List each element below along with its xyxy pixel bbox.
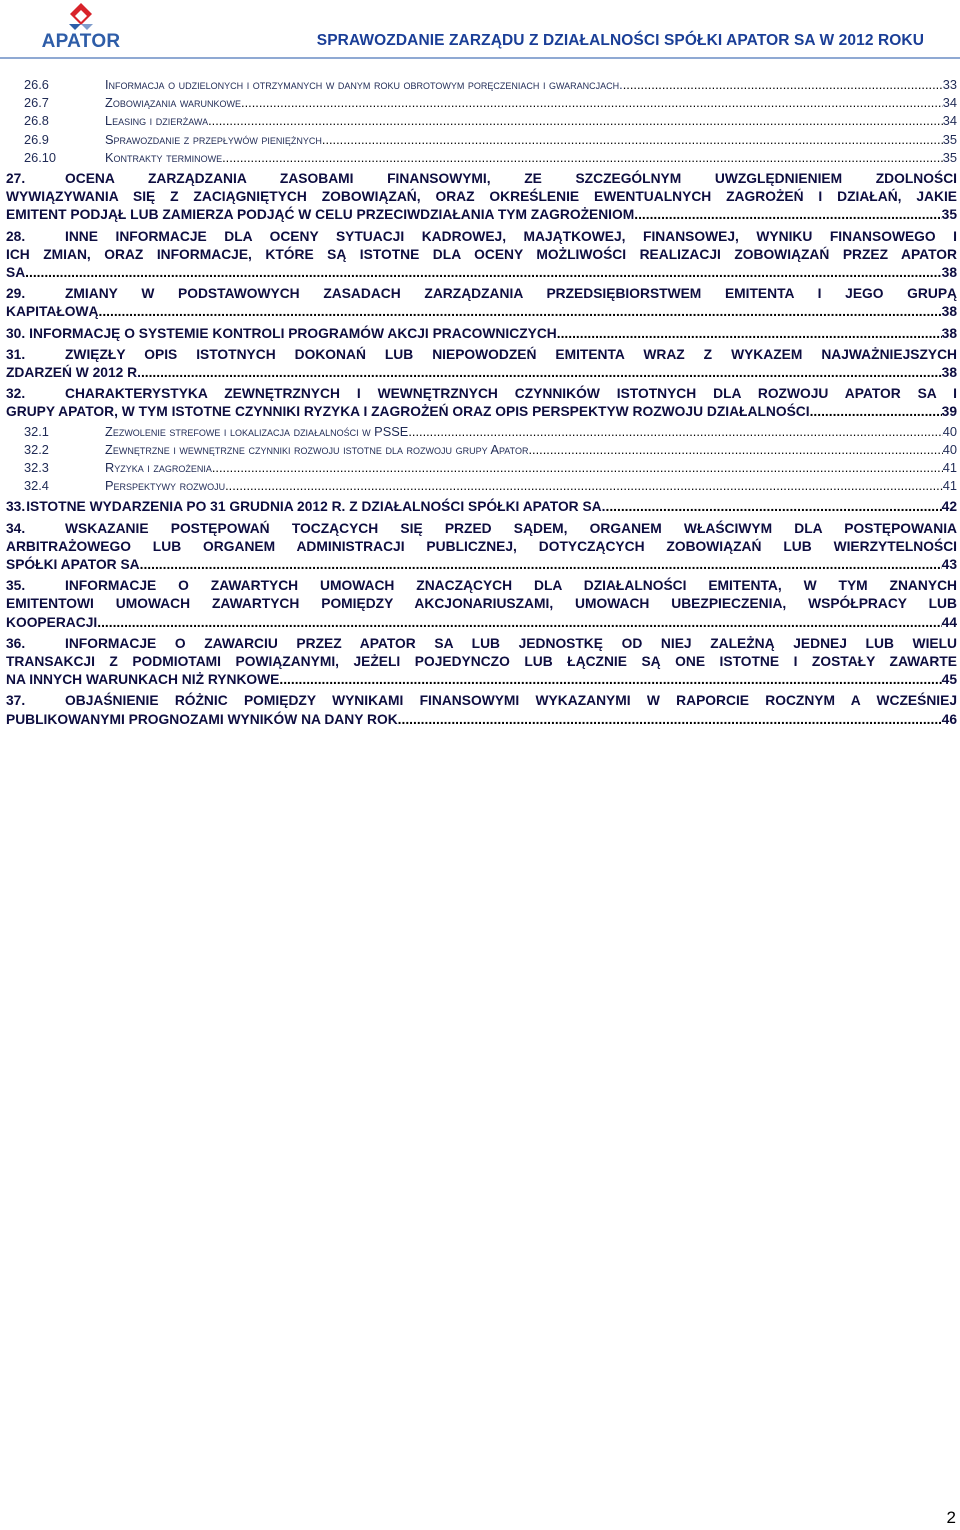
dot-leader xyxy=(557,325,942,343)
toc-entry-title-text: GRUPY APATOR, W TYM ISTOTNE CZYNNIKI RYZYKA I ZAGROŻEŃ ORAZ OPIS PERSPEKTYW ROZWOJU DZIAŁALNOŚCI xyxy=(6,404,810,420)
toc-entry-number: 34. xyxy=(6,520,26,536)
toc-entry-title-text: WYWIĄZYWANIA SIĘ Z ZACIĄGNIĘTYCH ZOBOWIĄZAŃ, ORAZ OKREŚLENIE EWENTUALNYCH ZAGROŻEŃ I DZIAŁAŃ, JAKIE xyxy=(6,189,957,205)
toc-entry-page: 38 xyxy=(941,304,957,320)
apator-logo xyxy=(28,2,134,54)
toc-entry-title-line xyxy=(6,538,957,556)
toc-entry-title-text: KAPITAŁOWĄ xyxy=(6,304,99,320)
toc-subentry[interactable] xyxy=(24,149,957,167)
toc-entry-number: 32.3 xyxy=(24,459,49,475)
dot-leader xyxy=(241,94,943,112)
toc-entry-number: 30. xyxy=(6,325,26,341)
toc-section-entry[interactable] xyxy=(6,498,957,516)
dot-leader xyxy=(528,441,942,459)
toc-section-entry[interactable] xyxy=(6,385,957,421)
toc-entry-page: 38 xyxy=(941,364,957,380)
toc-entry-number: 32. xyxy=(6,386,26,402)
toc-entry-number: 26.8 xyxy=(24,113,49,129)
toc-entry-page: 46 xyxy=(941,711,957,727)
toc-entry-final-line xyxy=(6,614,957,632)
dot-leader xyxy=(222,149,943,167)
toc-entry-title-text: KOOPERACJI xyxy=(6,614,98,630)
toc-entry-final-line xyxy=(6,325,957,343)
toc-entry-page: 40 xyxy=(942,441,957,457)
toc-entry-title: Zobowiązania warunkowe xyxy=(105,95,242,111)
toc-section-entry[interactable] xyxy=(6,228,957,283)
toc-entry-title: Leasing i dzierżawa xyxy=(105,113,209,129)
toc-entry-page: 38 xyxy=(941,264,957,280)
toc-entry-number: 28. xyxy=(6,228,26,244)
toc-entry-title-line xyxy=(6,653,957,671)
toc-entry-title-line xyxy=(6,346,957,364)
toc-entry-number: 35. xyxy=(6,578,26,594)
toc-entry-title-text: ZWIĘZŁY OPIS ISTOTNYCH DOKONAŃ LUB NIEPOWODZEŃ EMITENTA WRAZ Z WYKAZEM NAJWAŻNIEJSZYCH xyxy=(65,346,957,362)
page-header xyxy=(0,0,960,62)
dot-leader xyxy=(98,303,941,321)
toc-entry-title-text: OCENA ZARZĄDZANIA ZASOBAMI FINANSOWYMI, ZE SZCZEGÓLNYM UWZGLĘDNIENIEM ZDOLNOŚCI xyxy=(65,170,957,186)
toc-section-entry[interactable] xyxy=(6,692,957,728)
toc-entry-title: Perspektywy rozwoju xyxy=(105,478,226,494)
toc-entry-title: Zezwolenie strefowe i lokalizacja działalności w PSSE xyxy=(105,423,409,439)
toc-entry-page: 35 xyxy=(942,131,957,147)
toc-entry-title-text: INFORMACJĘ O SYSTEMIE KONTROLI PROGRAMÓW AKCJI PRACOWNICZYCH xyxy=(29,325,557,341)
toc-entry-page: 41 xyxy=(942,478,957,494)
toc-entry-title-text: OBJAŚNIENIE RÓŻNIC POMIĘDZY WYNIKAMI FINANSOWYMI WYKAZANYMI W RAPORCIE ROCZNYM A WCZEŚNIEJ xyxy=(65,693,957,709)
toc-entry-title: Sprawozdanie z przepływów pieniężnych xyxy=(105,131,322,147)
toc-entry-number: 32.1 xyxy=(24,423,49,439)
toc-entry-title-text: ICH ZMIAN, ORAZ INFORMACJE, KTÓRE SĄ ISTOTNE DLA OCENY MOŻLIWOŚCI REALIZACJI ZOBOWIĄZAŃ PRZEZ APATOR xyxy=(6,246,957,262)
toc-entry-title: Kontrakty terminowe xyxy=(105,149,223,165)
toc-entry-number: 31. xyxy=(6,346,26,362)
toc-entry-title: Informacja o udzielonych i otrzymanych w danym roku obrotowym poręczeniach i gwarancjach. xyxy=(105,77,623,92)
toc-section-entry[interactable] xyxy=(6,577,957,632)
toc-entry-title-text: NA INNYCH WARUNKACH NIŻ RYNKOWE xyxy=(6,672,280,688)
toc-subsection-group-26 xyxy=(6,76,957,167)
toc-section-group-27-32 xyxy=(6,170,957,422)
dot-leader xyxy=(279,671,941,689)
toc-entry-page: 35 xyxy=(942,149,957,165)
toc-entry-number: 37. xyxy=(6,693,26,709)
report-title: SPRAWOZDANIE ZARZĄDU Z DZIAŁALNOŚCI SPÓŁKI APATOR SA W 2012 ROKU xyxy=(316,32,924,49)
toc-entry-title-line xyxy=(6,385,957,403)
dot-leader xyxy=(141,364,942,382)
toc-section-group-33-37 xyxy=(6,498,957,728)
toc-entry-number: 33. xyxy=(6,499,26,515)
toc-entry-title-text: INFORMACJE O ZAWARTYCH UMOWACH ZNACZĄCYCH DLA DZIAŁALNOŚCI EMITENTA, W TYM ZNANYCH xyxy=(65,578,957,594)
toc-section-entry[interactable] xyxy=(6,325,957,343)
dot-leader xyxy=(408,423,942,441)
toc-entry-title-text: CHARAKTERYSTYKA ZEWNĘTRZNYCH I WEWNĘTRZNYCH CZYNNIKÓW ISTOTNYCH DLA ROZWOJU APATOR SA I xyxy=(65,386,957,402)
dot-leader xyxy=(810,403,942,421)
toc-entry-page: 44 xyxy=(941,614,957,630)
toc-entry-page: 38 xyxy=(941,325,957,341)
toc-entry-final-line xyxy=(6,711,957,729)
toc-entry-title-line xyxy=(6,577,957,595)
toc-entry-final-line xyxy=(6,264,957,282)
toc-subentry[interactable] xyxy=(24,459,957,477)
toc-entry-title: Ryzyka i zagrożenia xyxy=(105,459,212,475)
dot-leader xyxy=(225,477,943,495)
toc-entry-number: 26.9 xyxy=(24,131,49,147)
header-divider xyxy=(0,57,960,59)
toc-entry-title-text: ISTOTNE WYDARZENIA PO 31 GRUDNIA 2012 R. Z DZIAŁALNOŚCI SPÓŁKI APATOR SA. xyxy=(26,499,606,515)
dot-leader xyxy=(623,76,943,94)
toc-entry-number: 36. xyxy=(6,635,26,651)
toc-entry-title-text: TRANSAKCJI Z PODMIOTAMI POWIĄZANYMI, JEŻELI POJEDYNCZO LUB ŁĄCZNIE SĄ ONE ISTOTNE I ZOSTAŁY ZAWARTE xyxy=(6,653,957,669)
toc-entry-title-text: SA xyxy=(6,264,26,280)
toc-entry-final-line xyxy=(6,206,957,224)
logo-wordmark: APATOR xyxy=(41,31,121,52)
toc-entry-page: 33 xyxy=(942,77,957,92)
toc-entry-page: 35 xyxy=(941,207,957,223)
toc-entry-number: 26.6 xyxy=(24,77,49,92)
toc-entry-title-text: WSKAZANIE POSTĘPOWAŃ TOCZĄCYCH SIĘ PRZED SĄDEM, ORGANEM WŁAŚCIWYM DLA POSTĘPOWANIA xyxy=(65,520,957,536)
dot-leader xyxy=(97,614,941,632)
dot-leader xyxy=(208,112,943,130)
toc-entry-title-text: INNE INFORMACJE DLA OCENY SYTUACJI KADROWEJ, MAJĄTKOWEJ, FINANSOWEJ, WYNIKU FINANSOWEGO I xyxy=(65,228,957,244)
toc-entry-page: 34 xyxy=(942,113,957,129)
toc-entry-page: 45 xyxy=(941,672,957,688)
toc-entry-number: 32.4 xyxy=(24,478,49,494)
dot-leader xyxy=(140,556,942,574)
toc-entry-final-line xyxy=(6,364,957,382)
toc-entry-page: 43 xyxy=(941,556,957,572)
toc-subentry[interactable] xyxy=(24,423,957,441)
toc-entry-title-line xyxy=(6,188,957,206)
toc-entry-title-text: SPÓŁKI APATOR SA xyxy=(6,556,140,572)
toc-entry-title: Zewnętrzne i wewnętrzne czynniki rozwoju istotne dla rozwoju grupy Apator xyxy=(105,441,529,457)
toc-subentry[interactable] xyxy=(24,477,957,495)
toc-entry-page: 39 xyxy=(941,404,957,420)
toc-entry-title-line xyxy=(6,170,957,188)
toc-entry-title-text: EMITENT PODJĄŁ LUB ZAMIERZA PODJĄĆ W CELU PRZECIWDZIAŁANIA TYM ZAGROŻENIOM xyxy=(6,207,635,223)
toc-entry-final-line xyxy=(6,403,957,421)
toc-entry-number: 26.7 xyxy=(24,95,49,111)
toc-entry-title-line xyxy=(6,285,957,303)
toc-section-entry[interactable] xyxy=(6,346,957,382)
toc-entry-title-text: ZDARZEŃ W 2012 R. xyxy=(6,364,141,380)
toc-entry-title-text: PUBLIKOWANYMI PROGNOZAMI WYNIKÓW NA DANY ROK xyxy=(6,711,398,727)
toc-entry-number: 26.10 xyxy=(24,149,57,165)
toc-entry-final-line xyxy=(6,671,957,689)
table-of-contents xyxy=(6,76,957,730)
toc-entry-title-line xyxy=(6,692,957,710)
dot-leader xyxy=(25,264,941,282)
toc-section-entry[interactable] xyxy=(6,520,957,575)
dot-leader xyxy=(605,498,941,516)
toc-entry-final-line xyxy=(6,556,957,574)
dot-leader xyxy=(322,131,943,149)
toc-entry-page: 40 xyxy=(942,423,957,439)
toc-section-entry[interactable] xyxy=(6,170,957,225)
toc-entry-title-text: ZMIANY W PODSTAWOWYCH ZASADACH ZARZĄDZANIA PRZEDSIĘBIORSTWEM EMITENTA I JEGO GRUPĄ xyxy=(65,286,957,302)
toc-entry-title-line xyxy=(6,246,957,264)
toc-section-entry[interactable] xyxy=(6,285,957,321)
toc-entry-title-line xyxy=(6,635,957,653)
toc-entry-title-line xyxy=(6,595,957,613)
toc-entry-title-text: EMITENTOWI UMOWACH ZAWARTYCH POMIĘDZY AKCJONARIUSZAMI, UMOWACH UBEZPIECZENIA, WSPÓŁPRACY LUB xyxy=(6,596,957,612)
toc-subentry[interactable] xyxy=(24,76,957,94)
dot-leader xyxy=(212,459,943,477)
toc-subsection-group-32 xyxy=(6,423,957,496)
toc-subentry[interactable] xyxy=(24,441,957,459)
toc-section-entry[interactable] xyxy=(6,635,957,690)
toc-subentry[interactable] xyxy=(24,112,957,130)
dot-leader xyxy=(398,711,942,729)
toc-entry-number: 29. xyxy=(6,286,26,302)
toc-entry-number: 27. xyxy=(6,170,26,186)
toc-entry-title-line xyxy=(6,520,957,538)
toc-entry-final-line xyxy=(6,303,957,321)
apator-diamond-icon xyxy=(65,2,97,32)
toc-entry-page: 42 xyxy=(941,499,957,515)
toc-subentry[interactable] xyxy=(24,94,957,112)
dot-leader xyxy=(634,206,941,224)
toc-entry-title-text: INFORMACJE O ZAWARCIU PRZEZ APATOR SA LUB JEDNOSTKĘ OD NIEJ ZALEŻNĄ JEDNEJ LUB WIELU xyxy=(65,635,957,651)
toc-entry-title-text: ARBITRAŻOWEGO LUB ORGANEM ADMINISTRACJI PUBLICZNEJ, DOTYCZĄCYCH ZOBOWIĄZAŃ LUB WIERZYTELNOŚCI xyxy=(6,538,957,554)
toc-subentry[interactable] xyxy=(24,131,957,149)
toc-entry-page: 34 xyxy=(942,95,957,111)
toc-entry-title-line xyxy=(6,228,957,246)
toc-entry-final-line xyxy=(6,498,957,516)
page-number: 2 xyxy=(946,1508,956,1527)
toc-entry-page: 41 xyxy=(942,459,957,475)
toc-entry-number: 32.2 xyxy=(24,441,49,457)
